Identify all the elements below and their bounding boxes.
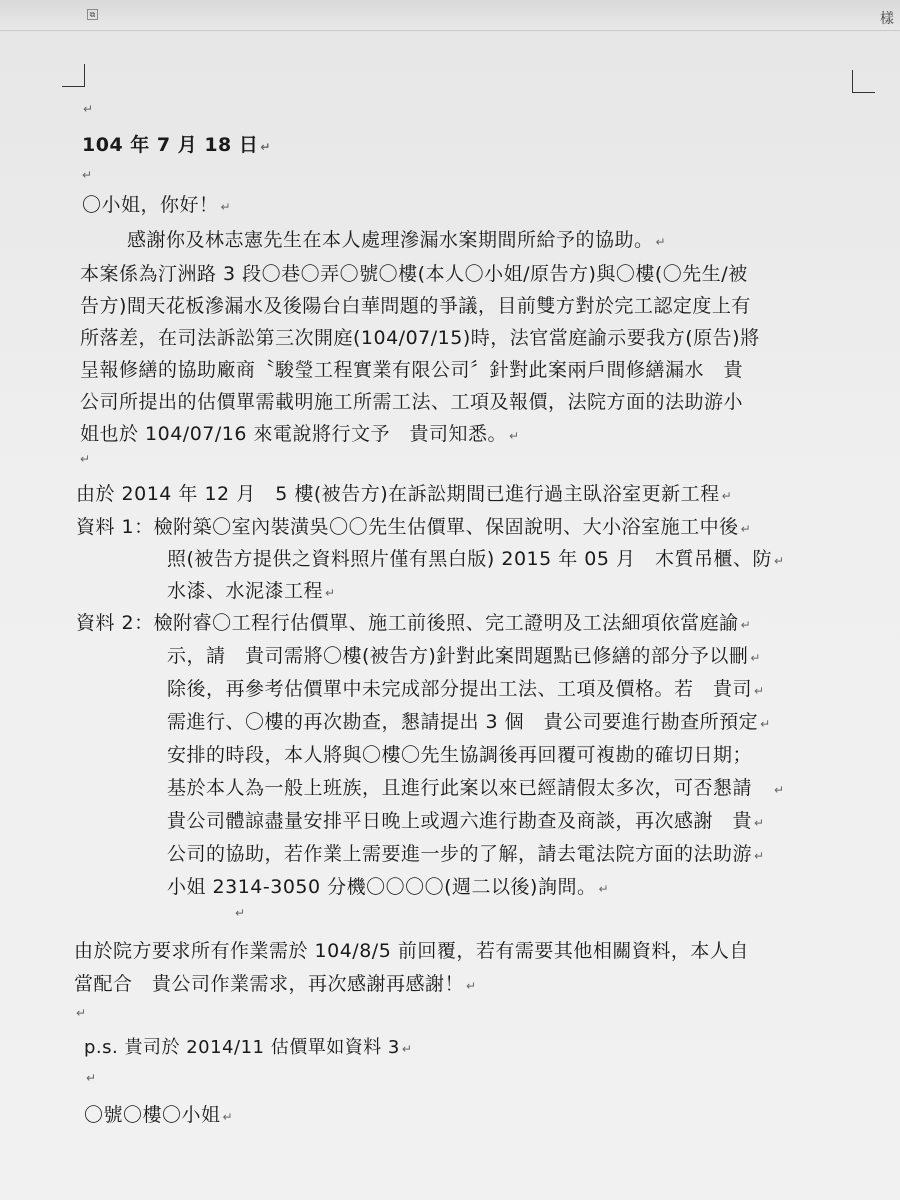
- ribbon-right-label: 樣: [880, 11, 894, 27]
- attachment-2-line: 除後，再參考估價單中未完成部分提出工法、工項及價格。若 貴司 ↵: [167, 678, 765, 700]
- paragraph-mark: ↵: [83, 102, 94, 116]
- closing-line: 當配合 貴公司作業需求，再次感謝再感謝！ ↵: [74, 973, 477, 995]
- empty-line: ↵: [82, 168, 93, 182]
- body-line: 呈報修繕的協助廠商〝駿瑩工程實業有限公司〞針對此案兩戶間修繕漏水 貴: [80, 359, 744, 381]
- document-page[interactable]: [10, 30, 890, 1200]
- thanks-line: 感謝你及林志憲先生在本人處理滲漏水案期間所給予的協助。 ↵: [127, 229, 667, 251]
- signature: 〇號〇樓〇小姐 ↵: [84, 1104, 234, 1126]
- attachment-2-line: 需進行、〇樓的再次勘查，懇請提出 3 個 貴公司要進行勘查所預定 ↵: [167, 711, 771, 733]
- empty-line: ↵: [86, 1071, 97, 1085]
- postscript: p.s. 貴司於 2014/11 估價單如資料 3 ↵: [84, 1037, 413, 1058]
- attachment-1-line: 資料 1：檢附築〇室內裝潢吳〇〇先生估價單、保固說明、大小浴室施工中後 ↵: [76, 516, 752, 538]
- attachment-2-line: 公司的協助，若作業上需要進一步的了解，請去電法院方面的法助游 ↵: [167, 843, 765, 865]
- ribbon-bottom-bar: [0, 0, 900, 31]
- attachment-2-line: 資料 2：檢附睿〇工程行估價單、施工前後照、完工證明及工法細項依當庭諭 ↵: [76, 612, 752, 634]
- body-line: 公司所提出的估價單需載明施工所需工法、工項及報價，法院方面的法助游小: [80, 391, 744, 413]
- margin-corner-top-right: [852, 70, 875, 93]
- attachment-1-line: 水漆、水泥漆工程 ↵: [167, 580, 336, 602]
- attachment-2-line: 貴公司體諒盡量安排平日晚上或週六進行勘查及商談，再次感謝 貴 ↵: [167, 810, 765, 832]
- greeting: 〇小姐，你好！ ↵: [82, 194, 232, 216]
- attachment-2-line: 安排的時段，本人將與〇樓〇先生協調後再回覆可複勘的確切日期；: [167, 744, 753, 766]
- attachment-2-line: 小姐 2314-3050 分機〇〇〇〇(週二以後)詢問。 ↵: [167, 876, 610, 898]
- attachment-1-line: 照(被告方提供之資料照片僅有黑白版) 2015 年 05 月 木質吊櫃、防 ↵: [167, 548, 785, 570]
- letter-date: 104 年 7 月 18 日 ↵: [82, 134, 271, 156]
- attachment-2-line: 基於本人為一般上班族，且進行此案以來已經請假太多次，可否懇請 ↵: [167, 777, 785, 799]
- attachment-2-line: 示，請 貴司需將〇樓(被告方)針對此案問題點已修繕的部分予以刪 ↵: [167, 645, 761, 667]
- body-line: 所落差，在司法訴訟第三次開庭(104/07/15)時，法官當庭諭示要我方(原告)將: [80, 327, 760, 349]
- body-line: 姐也於 104/07/16 來電說將行文予 貴司知悉。 ↵: [80, 423, 520, 445]
- body-line: 由於 2014 年 12 月 5 樓(被告方)在訴訟期間已進行過主臥浴室更新工程 ↵: [76, 483, 733, 505]
- empty-line: ↵: [80, 452, 91, 466]
- dialog-launcher-icon[interactable]: ⧉: [87, 9, 98, 20]
- empty-line: ↵: [76, 1006, 87, 1020]
- margin-corner-top-left: [62, 64, 85, 87]
- empty-line: ↵: [235, 906, 246, 920]
- body-line: 告方)間天花板滲漏水及後陽台白華問題的爭議，目前雙方對於完工認定度上有: [80, 295, 751, 317]
- body-line: 本案係為汀洲路 3 段〇巷〇弄〇號〇樓(本人〇小姐/原告方)與〇樓(〇先生/被: [80, 263, 748, 285]
- closing-line: 由於院方要求所有作業需於 104/8/5 前回覆，若有需要其他相關資料，本人自: [74, 940, 749, 962]
